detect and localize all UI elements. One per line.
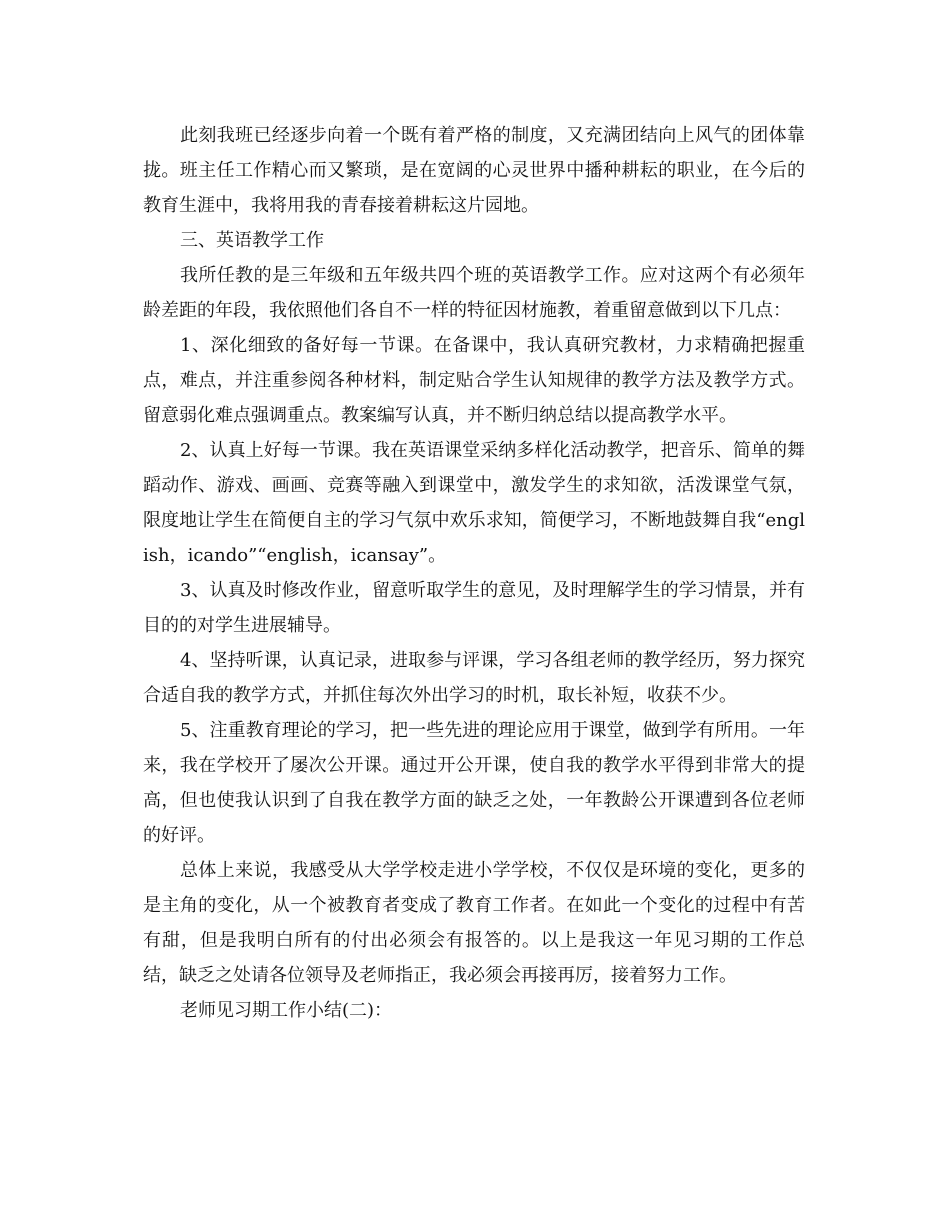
paragraph-teaching-intro: 我所任教的是三年级和五年级共四个班的英语教学工作。应对这两个有必须年龄差距的年段，我依照他们各自不一样的特征因材施教，着重留意做到以下几点： xyxy=(143,265,805,321)
paragraph-class-progress: 此刻我班已经逐步向着一个既有着严格的制度，又充满团结向上风气的团体靠拢。班主任工作精心而又繁琐，是在宽阔的心灵世界中播种耕耘的职业，在今后的教育生涯中，我将用我的青春接着耕耘这片园地。 xyxy=(143,125,805,216)
section-heading-english-teaching: 三、英语教学工作 xyxy=(180,230,324,251)
paragraph-summary: 总体上来说，我感受从大学学校走进小学学校，不仅仅是环境的变化，更多的是主角的变化，从一个被教育者变成了教育工作者。在如此一个变化的过程中有苦有甜，但是我明白所有的付出必须会有报答的。以上是我这一年见习期的工作总结，缺乏之处请各位领导及老师指正，我必须会再接再厉，接着努力工作。 xyxy=(143,860,805,986)
document-body xyxy=(143,118,805,1028)
paragraph-point-1: 1、深化细致的备好每一节课。在备课中，我认真研究教材，力求精确把握重点，难点，并注重参阅各种材料，制定贴合学生认知规律的教学方法及教学方式。留意弱化难点强调重点。教案编写认真，并不断归纳总结以提高教学水平。 xyxy=(143,335,805,426)
section-heading-part-two: 老师见习期工作小结(二)： xyxy=(180,1000,393,1021)
paragraph-point-3: 3、认真及时修改作业，留意听取学生的意见，及时理解学生的学习情景，并有目的的对学生进展辅导。 xyxy=(143,580,805,636)
paragraph-point-5: 5、注重教育理论的学习，把一些先进的理论应用于课堂，做到学有所用。一年来，我在学校开了屡次公开课。通过开公开课，使自我的教学水平得到非常大的提高，但也使我认识到了自我在教学方面的缺乏之处，一年教龄公开课遭到各位老师的好评。 xyxy=(143,720,805,846)
paragraph-point-2: 2、认真上好每一节课。我在英语课堂采纳多样化活动教学，把音乐、简单的舞蹈动作、游戏、画画、竞赛等融入到课堂中，激发学生的求知欲，活泼课堂气氛，限度地让学生在简便自主的学习气氛中欢乐求知，简便学习，不断地鼓舞自我“english，icando”“english，icansay”。 xyxy=(143,440,805,566)
paragraph-point-4: 4、坚持听课，认真记录，进取参与评课，学习各组老师的教学经历，努力探究合适自我的教学方式，并抓住每次外出学习的时机，取长补短，收获不少。 xyxy=(143,650,805,706)
